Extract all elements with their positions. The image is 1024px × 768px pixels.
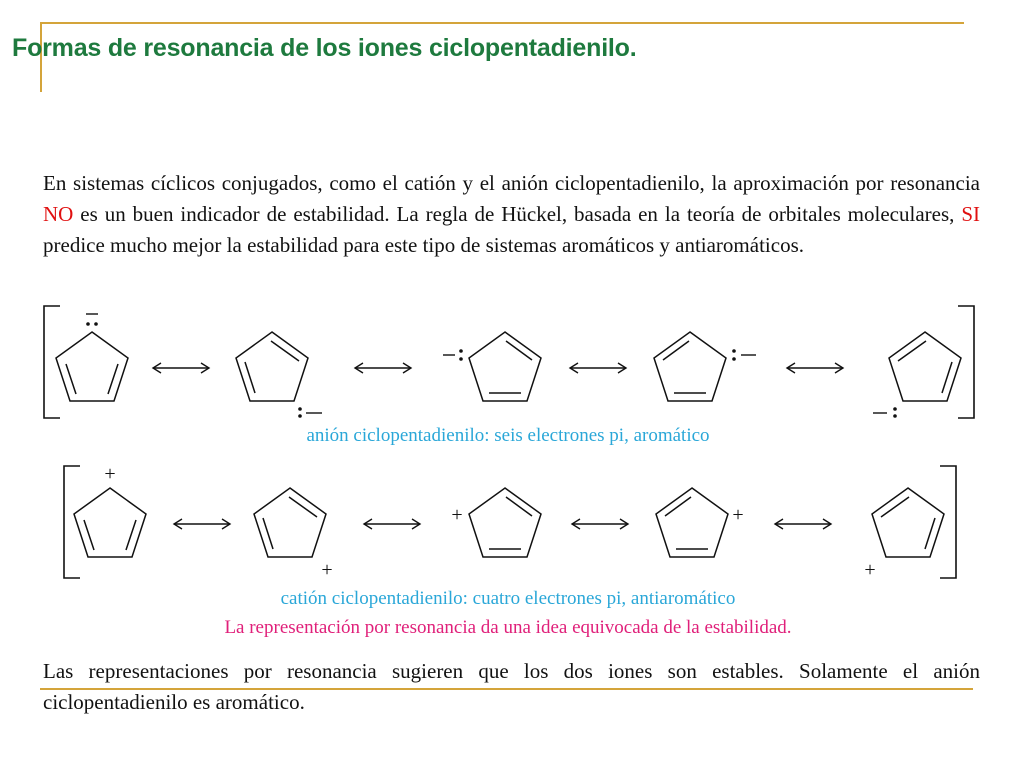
emphasis-si: SI — [961, 202, 980, 226]
resonance-arrow — [570, 363, 626, 373]
anion-structure-5 — [873, 332, 961, 418]
resonance-arrow — [355, 363, 411, 373]
anion-structure-4 — [654, 332, 756, 401]
frame-top-line — [40, 22, 964, 24]
resonance-arrow — [174, 519, 230, 529]
resonance-arrow — [775, 519, 831, 529]
plus-charge: + — [732, 504, 744, 526]
anion-structure-2 — [236, 332, 322, 418]
resonance-arrow — [364, 519, 420, 529]
intro-text-1: En sistemas cíclicos conjugados, como el catión y el anión ciclopentadienilo, la aproximación por resonancia — [43, 171, 980, 195]
cation-caption: catión ciclopentadienilo: cuatro electrones pi, antiaromático — [280, 588, 736, 609]
intro-text-3: predice mucho mejor la estabilidad para este tipo de sistemas aromáticos y antiaromáticos. — [43, 233, 804, 257]
warning-caption: La representación por resonancia da una idea equivocada de la estabilidad. — [224, 617, 792, 638]
plus-charge: + — [451, 504, 463, 526]
cation-structure-4 — [656, 488, 744, 557]
resonance-arrow — [787, 363, 843, 373]
anion-caption: anión ciclopentadienilo: seis electrones pi, aromático — [306, 425, 710, 446]
plus-charge: + — [104, 463, 116, 485]
resonance-arrow — [153, 363, 209, 373]
intro-paragraph — [43, 168, 980, 261]
resonance-diagram — [0, 290, 1024, 650]
anion-structure-3 — [443, 332, 541, 401]
resonance-arrow — [572, 519, 628, 529]
conclusion-paragraph: Las representaciones por resonancia sugieren que los dos iones son estables. Solamente el anión ciclopentadienilo es aromático. — [43, 659, 980, 714]
plus-charge: + — [864, 559, 876, 581]
cation-structure-1 — [74, 463, 146, 557]
anion-structure-1 — [56, 314, 128, 401]
cation-bracket-right — [940, 466, 956, 578]
cation-bracket-left — [64, 466, 80, 578]
page-title: Formas de resonancia de los iones ciclopentadienilo. — [12, 34, 637, 62]
cation-structure-5 — [864, 488, 944, 581]
cation-structure-3 — [451, 488, 541, 557]
cation-structure-2 — [254, 488, 333, 581]
emphasis-no: NO — [43, 202, 74, 226]
intro-text-2: es un buen indicador de estabilidad. La regla de Hückel, basada en la teoría de orbitales moleculares, — [73, 202, 962, 226]
plus-charge: + — [321, 559, 333, 581]
